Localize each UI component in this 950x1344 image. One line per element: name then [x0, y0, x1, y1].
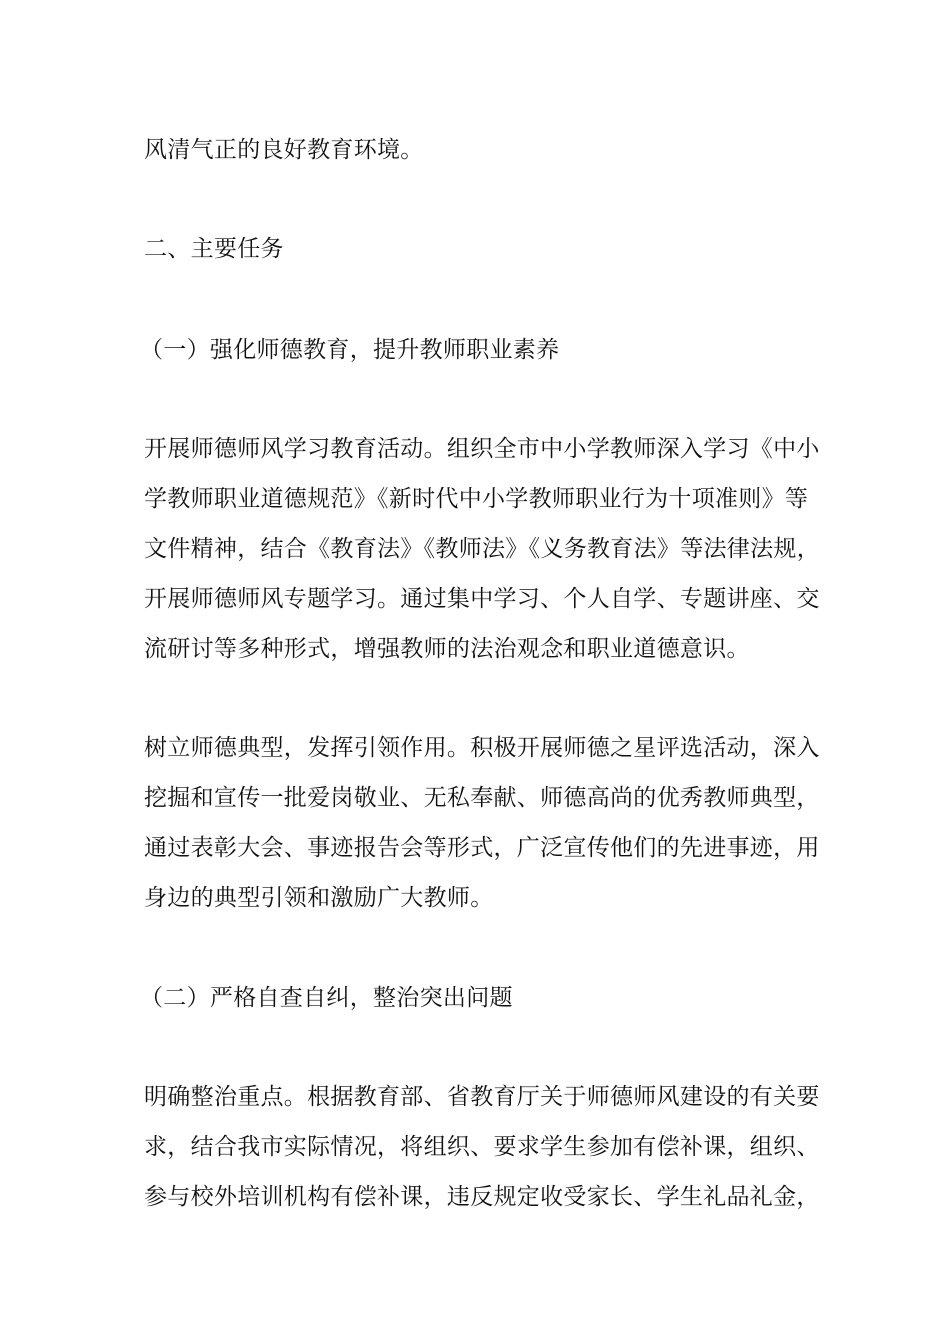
subsection-heading: （一）强化师德教育，提升教师职业素养 [140, 337, 560, 363]
section-heading: 二、主要任务 [144, 236, 284, 262]
paragraph-line: 开展师德师风学习教育活动。组织全市中小学教师深入学习《中小 [144, 436, 820, 462]
paragraph-line: 挖掘和宣传一批爱岗敬业、无私奉献、师德高尚的优秀教师典型， [144, 785, 820, 811]
paragraph-line: 参与校外培训机构有偿补课，违反规定收受家长、学生礼品礼金， [144, 1184, 820, 1210]
paragraph-line: 树立师德典型，发挥引领作用。积极开展师德之星评选活动，深入 [144, 735, 820, 761]
paragraph-line: 开展师德师风专题学习。通过集中学习、个人自学、专题讲座、交 [144, 586, 820, 612]
paragraph-line: 身边的典型引领和激励广大教师。 [144, 885, 494, 911]
paragraph-line: 文件精神，结合《教育法》《教师法》《义务教育法》等法律法规， [144, 536, 820, 562]
paragraph-line: 流研讨等多种形式，增强教师的法治观念和职业道德意识。 [144, 636, 750, 662]
paragraph-line: 求，结合我市实际情况，将组织、要求学生参加有偿补课，组织、 [144, 1134, 820, 1160]
paragraph-line: 风清气正的良好教育环境。 [144, 137, 424, 163]
paragraph-line: 通过表彰大会、事迹报告会等形式，广泛宣传他们的先进事迹，用 [144, 835, 820, 861]
paragraph-line: 明确整治重点。根据教育部、省教育厅关于师德师风建设的有关要 [144, 1084, 820, 1110]
paragraph-line: 学教师职业道德规范》《新时代中小学教师职业行为十项准则》等 [144, 486, 809, 512]
subsection-heading: （二）严格自查自纠，整治突出问题 [140, 985, 513, 1011]
